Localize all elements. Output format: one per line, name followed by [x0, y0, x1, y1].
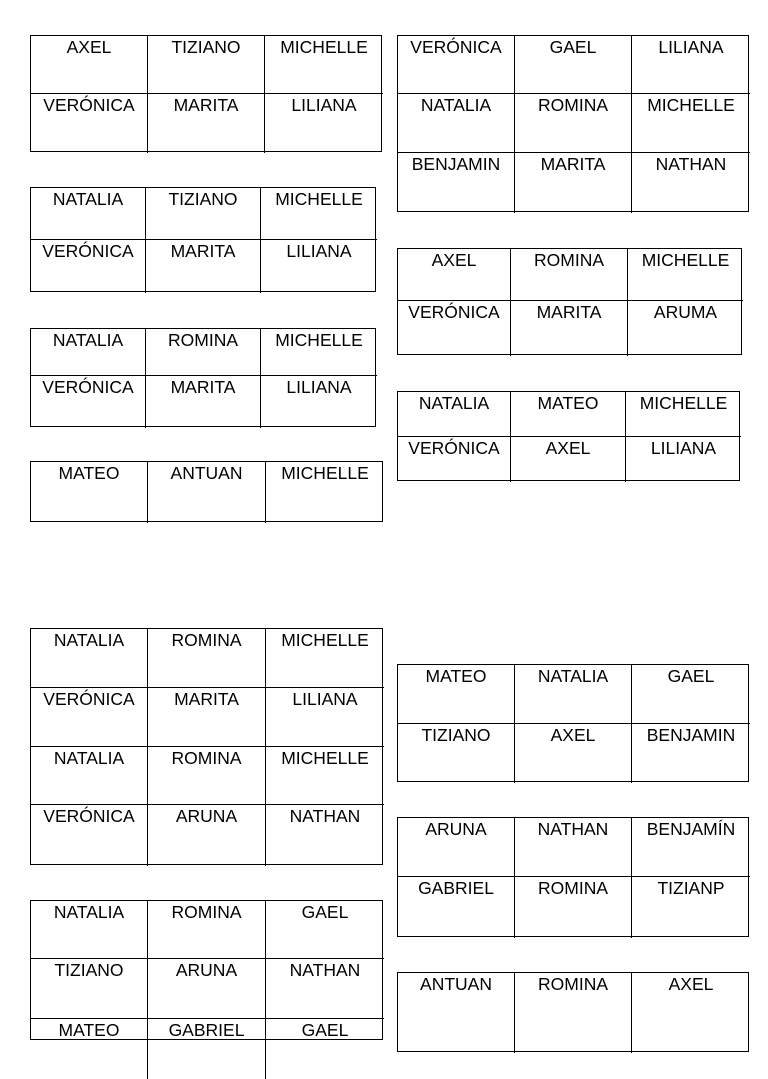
table-cell: ROMINA	[148, 629, 266, 688]
table-cell: LILIANA	[650, 438, 717, 458]
table-cell: GABRIEL	[398, 877, 515, 938]
table-cell: MATEO	[398, 665, 515, 724]
table-cell: NATALIA	[31, 629, 148, 688]
table-cell: BENJAMIN	[646, 725, 736, 745]
table-cell: LILIANA	[291, 95, 357, 115]
table-cell: AXEL	[668, 974, 714, 994]
table-cell: MATEO	[511, 392, 626, 437]
name-table-9	[397, 664, 749, 782]
table-cell: NATHAN	[289, 806, 361, 826]
table-cell: ROMINA	[148, 747, 266, 805]
table-cell: VERÓNICA	[398, 301, 511, 356]
name-table-11	[30, 900, 383, 1040]
table-cell: MARITA	[148, 688, 266, 747]
table-cell: ANTUAN	[148, 462, 266, 523]
table-cell: VERÓNICA	[31, 688, 148, 747]
table-cell: MICHELLE	[626, 392, 741, 437]
name-table-1	[30, 35, 382, 152]
table-cell: VERÓNICA	[398, 437, 511, 482]
table-cell: NATALIA	[398, 94, 515, 153]
table-cell: GAEL	[266, 901, 384, 959]
table-cell: ARUMA	[653, 302, 718, 322]
table-cell: MICHELLE	[265, 36, 383, 94]
table-cell: NATALIA	[515, 665, 632, 724]
table-cell: VERÓNICA	[31, 94, 148, 153]
table-cell: GAEL	[301, 1020, 349, 1040]
table-cell: NATHAN	[655, 154, 727, 174]
table-cell: GABRIEL	[148, 1019, 266, 1079]
table-cell: NATALIA	[31, 188, 146, 240]
name-table-4	[397, 248, 742, 355]
table-cell: LILIANA	[286, 377, 352, 397]
table-cell: ROMINA	[515, 94, 632, 153]
table-cell: LILIANA	[266, 688, 384, 747]
table-cell: GAEL	[632, 665, 750, 724]
table-cell: MICHELLE	[261, 188, 377, 240]
table-cell: MICHELLE	[632, 94, 750, 153]
table-cell: AXEL	[515, 724, 632, 783]
table-cell: ANTUAN	[398, 973, 515, 1053]
name-table-5	[30, 328, 376, 427]
table-cell: ROMINA	[515, 877, 632, 938]
table-cell: VERÓNICA	[31, 240, 146, 293]
table-cell: LILIANA	[632, 36, 750, 94]
name-table-2	[397, 35, 749, 212]
table-cell: LILIANA	[286, 241, 352, 261]
name-table-10	[397, 817, 749, 937]
table-cell: AXEL	[511, 437, 626, 482]
table-cell: NATALIA	[31, 329, 146, 376]
table-cell: TIZIANO	[31, 959, 148, 1019]
table-cell: VERÓNICA	[31, 805, 148, 866]
table-cell: MICHELLE	[281, 463, 369, 483]
table-cell: MICHELLE	[266, 747, 384, 805]
table-cell: NATALIA	[31, 747, 148, 805]
table-cell: TIZIANO	[398, 724, 515, 783]
table-cell: AXEL	[398, 249, 511, 301]
name-table-3	[30, 187, 376, 292]
table-cell: MARITA	[511, 301, 628, 356]
name-table-12	[397, 972, 749, 1052]
table-cell: ROMINA	[148, 901, 266, 959]
table-cell: BENJAMÍN	[632, 818, 750, 877]
table-cell: NATHAN	[515, 818, 632, 877]
table-cell: ARUNA	[398, 818, 515, 877]
table-cell: AXEL	[31, 36, 148, 94]
table-cell: ROMINA	[511, 249, 628, 301]
table-cell: VERÓNICA	[31, 376, 146, 428]
table-cell: ARUNA	[148, 805, 266, 866]
table-cell: ROMINA	[146, 329, 261, 376]
table-cell: TIZIANO	[148, 36, 265, 94]
name-table-7	[30, 461, 383, 522]
table-cell: MARITA	[146, 240, 261, 293]
table-cell: MATEO	[31, 462, 148, 523]
table-cell: MICHELLE	[261, 329, 377, 376]
table-cell: MARITA	[148, 94, 265, 153]
table-cell: MICHELLE	[628, 249, 743, 301]
table-cell: ROMINA	[515, 973, 632, 1053]
table-cell: MARITA	[515, 153, 632, 213]
table-cell: NATALIA	[31, 901, 148, 959]
table-cell: BENJAMIN	[398, 153, 515, 213]
table-cell: VERÓNICA	[398, 36, 515, 94]
table-cell: MARITA	[146, 376, 261, 428]
table-cell: TIZIANP	[657, 878, 725, 898]
name-table-8	[30, 628, 383, 865]
table-cell: TIZIANO	[146, 188, 261, 240]
table-cell: MATEO	[31, 1019, 148, 1079]
table-cell: GAEL	[515, 36, 632, 94]
table-cell: ARUNA	[148, 959, 266, 1019]
table-cell: MICHELLE	[266, 629, 384, 688]
table-cell: NATHAN	[266, 959, 384, 1019]
table-cell: NATALIA	[398, 392, 511, 437]
name-table-6	[397, 391, 740, 481]
